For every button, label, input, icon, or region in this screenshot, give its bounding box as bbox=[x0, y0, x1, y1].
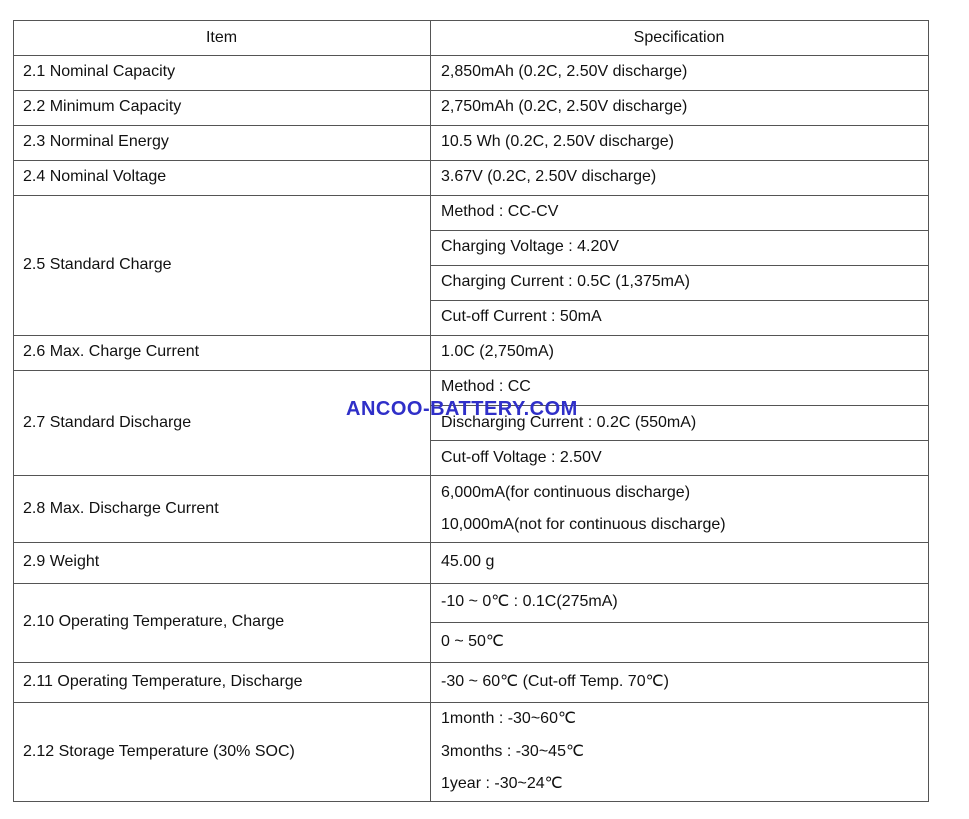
row-2-12-item: 2.12 Storage Temperature (30% SOC) bbox=[23, 743, 295, 760]
row-2-1-spec: 2,850mAh (0.2C, 2.50V discharge) bbox=[441, 63, 688, 80]
watermark: ANCOO-BATTERY.COM bbox=[346, 398, 578, 420]
row-2-12-spec-3months: 3months : -30~45℃ bbox=[441, 743, 584, 760]
row-2-5-spec-current: Charging Current : 0.5C (1,375mA) bbox=[441, 273, 690, 290]
row-2-7-spec-current: Discharging Current : 0.2C (550mA) bbox=[441, 414, 697, 431]
row-2-2-spec: 2,750mAh (0.2C, 2.50V discharge) bbox=[441, 98, 688, 115]
row-2-8-spec-continuous: 6,000mA(for continuous discharge) bbox=[441, 484, 691, 501]
row-2-7-item: 2.7 Standard Discharge bbox=[23, 414, 192, 431]
row-2-12-spec-1year: 1year : -30~24℃ bbox=[441, 775, 563, 792]
row-2-4-item: 2.4 Nominal Voltage bbox=[23, 168, 167, 185]
row-2-6-spec: 1.0C (2,750mA) bbox=[441, 343, 554, 360]
row-2-4-spec: 3.67V (0.2C, 2.50V discharge) bbox=[441, 168, 657, 185]
row-2-5-spec-voltage: Charging Voltage : 4.20V bbox=[441, 238, 619, 255]
row-2-3-item: 2.3 Norminal Energy bbox=[23, 133, 169, 150]
header-specification: Specification bbox=[633, 29, 725, 46]
row-2-9-spec: 45.00 g bbox=[441, 553, 495, 570]
row-2-3-spec: 10.5 Wh (0.2C, 2.50V discharge) bbox=[441, 133, 675, 150]
row-2-7-spec-cutoff: Cut-off Voltage : 2.50V bbox=[441, 449, 602, 466]
row-2-9-item: 2.9 Weight bbox=[23, 553, 100, 570]
header-item: Item bbox=[205, 29, 238, 46]
row-2-7-spec-method: Method : CC bbox=[441, 378, 531, 395]
row-2-11-spec: -30 ~ 60℃ (Cut-off Temp. 70℃) bbox=[441, 673, 669, 690]
row-2-10-item: 2.10 Operating Temperature, Charge bbox=[23, 613, 285, 630]
row-2-2-item: 2.2 Minimum Capacity bbox=[23, 98, 182, 115]
row-2-5-item: 2.5 Standard Charge bbox=[23, 256, 172, 273]
row-2-8-item: 2.8 Max. Discharge Current bbox=[23, 500, 219, 517]
row-2-5-spec-method: Method : CC-CV bbox=[441, 203, 559, 220]
row-2-10-spec-low: -10 ~ 0℃ : 0.1C(275mA) bbox=[441, 593, 618, 610]
row-2-6-item: 2.6 Max. Charge Current bbox=[23, 343, 200, 360]
row-2-1-item: 2.1 Nominal Capacity bbox=[23, 63, 176, 80]
row-2-12-spec-1month: 1month : -30~60℃ bbox=[441, 710, 576, 727]
row-2-5-spec-cutoff: Cut-off Current : 50mA bbox=[441, 308, 602, 325]
row-2-11-item: 2.11 Operating Temperature, Discharge bbox=[23, 673, 303, 690]
row-2-8-spec-peak: 10,000mA(not for continuous discharge) bbox=[441, 516, 726, 533]
row-2-10-spec-normal: 0 ~ 50℃ bbox=[441, 633, 504, 650]
